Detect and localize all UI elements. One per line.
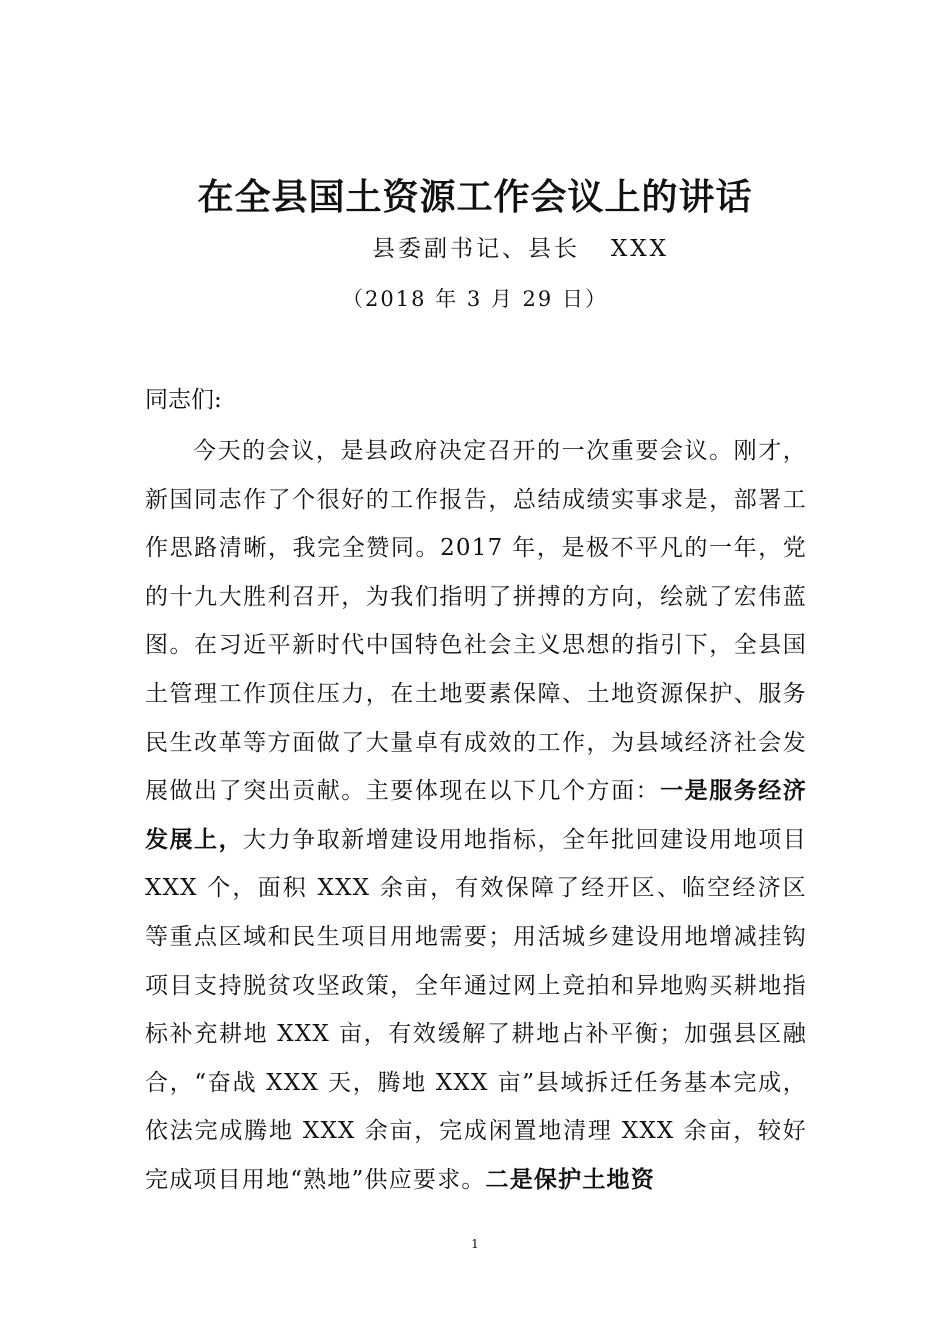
document-title: 在全县国土资源工作会议上的讲话	[197, 176, 753, 218]
paragraph-bold-heading-1: 一是服务经济发展上，	[145, 777, 808, 853]
paragraph-text-1: 今天的会议，是县政府决定召开的一次重要会议。刚才，新国同志作了个很好的工作报告，总结成绩实事求是，部署工作思路清晰，我完全赞同。2017 年，是极不平凡的一年，党的十九大胜利召开，为我们指明了拼搏的方向，绘就了宏伟蓝图。在习近平新时代中国特色社会主义思想的指引下，全县国土管理工作顶住压力，在土地要素保障、土地资源保护、服务民生改革等方面做了大量卓有成效的工作，为县域经济社会发展做出了突出贡献。主要体现在以下几个方面：	[145, 438, 807, 805]
paragraph-bold-heading-2: 二是保护土地资	[485, 1165, 655, 1193]
salutation: 同志们:	[145, 387, 222, 413]
speaker-line: 县委副书记、县长 XXX	[372, 236, 670, 262]
page-number: 1	[471, 1237, 479, 1251]
paragraph-text-2: 大力争取新增建设用地指标，全年批回建设用地项目 XXX 个，面积 XXX 余亩，有效保障了经开区、临空经济区等重点区域和民生项目用地需要；用活城乡建设用地增减挂钩项目支持脱贫攻坚政策，全年通过网上竞拍和异地购买耕地指标补充耕地 XXX 亩，有效缓解了耕地占补平衡；加强县区融合，“奋战 XXX 天，腾地 XXX 亩”县域拆迁任务基本完成，依法完成腾地 XXX 余亩，完成闲置地清理 XXX 余亩，较好完成项目用地“熟地”供应要求。	[145, 826, 807, 1193]
speech-date: （2018 年 3 月 29 日）	[342, 287, 608, 311]
body-paragraph	[145, 427, 807, 1205]
